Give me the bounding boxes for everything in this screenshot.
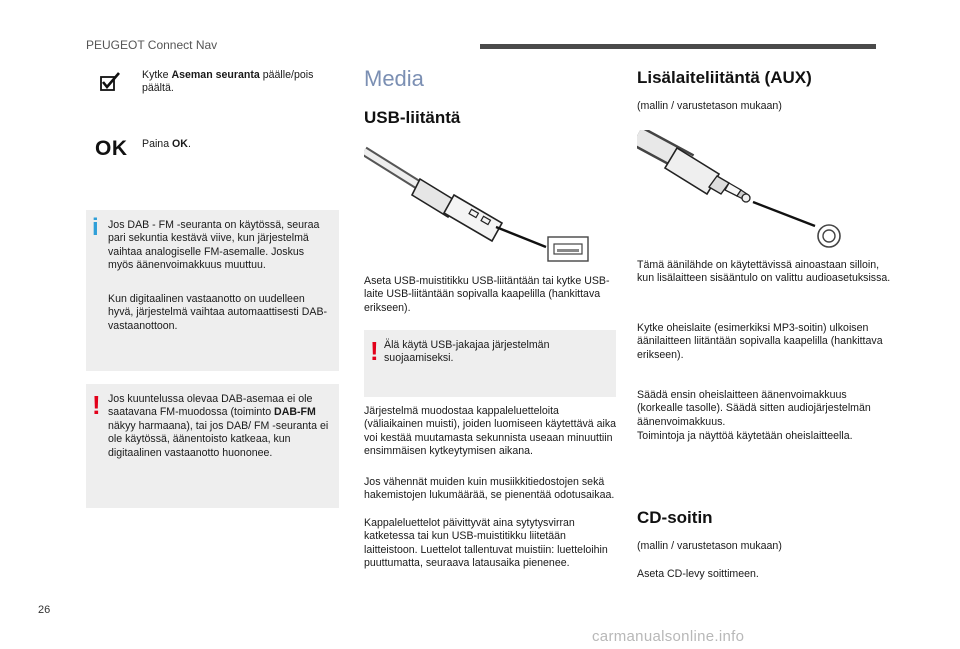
aux-para2: Kytke oheislaite (esimerkiksi MP3-soitin) ulkoisen äänilaitteen liitäntään sopivalla kaapelilla (hankittava erikseen). — [637, 322, 883, 361]
cd-sub: (mallin / varustetason mukaan) — [637, 540, 782, 552]
usb-para3: Jos vähennät muiden kuin musiikkitiedostojen sekä hakemistojen lukumäärää, se pienentää odotusaikaa. — [364, 476, 615, 502]
usb-para2: Järjestelmä muodostaa kappaleluetteloita (väliaikainen muisti), joiden luomiseen käytettävä aika voi kestää muutamasta sekunnista useaan minuuttiin ensimmäisen kytkeytymisen aikana. — [364, 405, 617, 458]
usb-connector-illustration — [364, 143, 590, 265]
watermark: carmanualsonline.info — [592, 628, 745, 645]
ok-icon: OK — [95, 137, 128, 160]
aux-sub: (mallin / varustetason mukaan) — [637, 100, 782, 112]
heading-cd: CD-soitin — [637, 508, 713, 527]
warning-icon: ! — [370, 336, 379, 366]
aux-para1: Tämä äänilähde on käytettävissä ainoastaan silloin, kun lisälaitteen sisääntulo on valittu audioasetuksissa. — [637, 259, 891, 285]
instruction-station-tracking: Kytke Aseman seuranta päälle/pois päältä. — [142, 69, 314, 95]
warning-note-box — [86, 384, 339, 508]
usb-warning-box — [364, 330, 616, 397]
aux-jack-illustration — [637, 130, 843, 250]
warning-note-text: Jos kuuntelussa olevaa DAB-asemaa ei ole saatavana FM-muodossa (toiminto DAB-FM näkyy harmaana), tai jos DAB/ FM -seuranta ei ole käytössä, äänentoisto katkeaa, kun digitaalinen vastaanotto huononee. — [108, 393, 329, 459]
usb-para4: Kappaleluettelot päivittyvät aina sytytysvirran katketessa tai kun USB-muistitikku liitetään laitteistoon. Luettelot tallentuvat muistiin: luetteloihin puuttumatta, seuraava latausaika pienenee. — [364, 517, 608, 570]
aux-para3: Säädä ensin oheislaitteen äänenvoimakkuus (korkealle tasolle). Säädä sitten audiojärjestelmän äänenvoimakkuus. — [637, 389, 871, 428]
warning-icon: ! — [92, 390, 101, 420]
usb-para1: Aseta USB-muistitikku USB-liitäntään tai kytke USB-laite USB-liitäntään sopivalla kaapelilla (hankittava erikseen). — [364, 275, 610, 314]
cd-para: Aseta CD-levy soittimeen. — [637, 568, 759, 580]
usb-warning-text: Älä käytä USB-jakajaa järjestelmän suojaamiseksi. — [384, 339, 550, 365]
info-icon: i — [92, 214, 99, 241]
info-note-box — [86, 210, 339, 371]
heading-aux: Lisälaiteliitäntä (AUX) — [637, 68, 812, 87]
aux-para4: Toimintoja ja näyttöä käytetään oheislaitteella. — [637, 430, 853, 442]
header-bar — [480, 44, 876, 49]
heading-usb: USB-liitäntä — [364, 108, 461, 127]
instruction-press-ok: Paina OK. — [142, 138, 191, 150]
page-number: 26 — [38, 604, 51, 616]
info-note-text1: Jos DAB - FM -seuranta on käytössä, seuraa pari sekuntia kestävä viive, kun järjestelmä vaihtaa analogiselle FM-asemalle. Joskus myös äänenvoimakkuus muuttuu. — [108, 219, 320, 272]
checkbox-check-icon — [98, 72, 122, 92]
header-title: PEUGEOT Connect Nav — [86, 38, 218, 52]
info-note-text2: Kun digitaalinen vastaanotto on uudelleen hyvä, järjestelmä vaihtaa automaattisesti DAB-vastaanottoon. — [108, 293, 328, 332]
section-title-media: Media — [364, 66, 424, 91]
